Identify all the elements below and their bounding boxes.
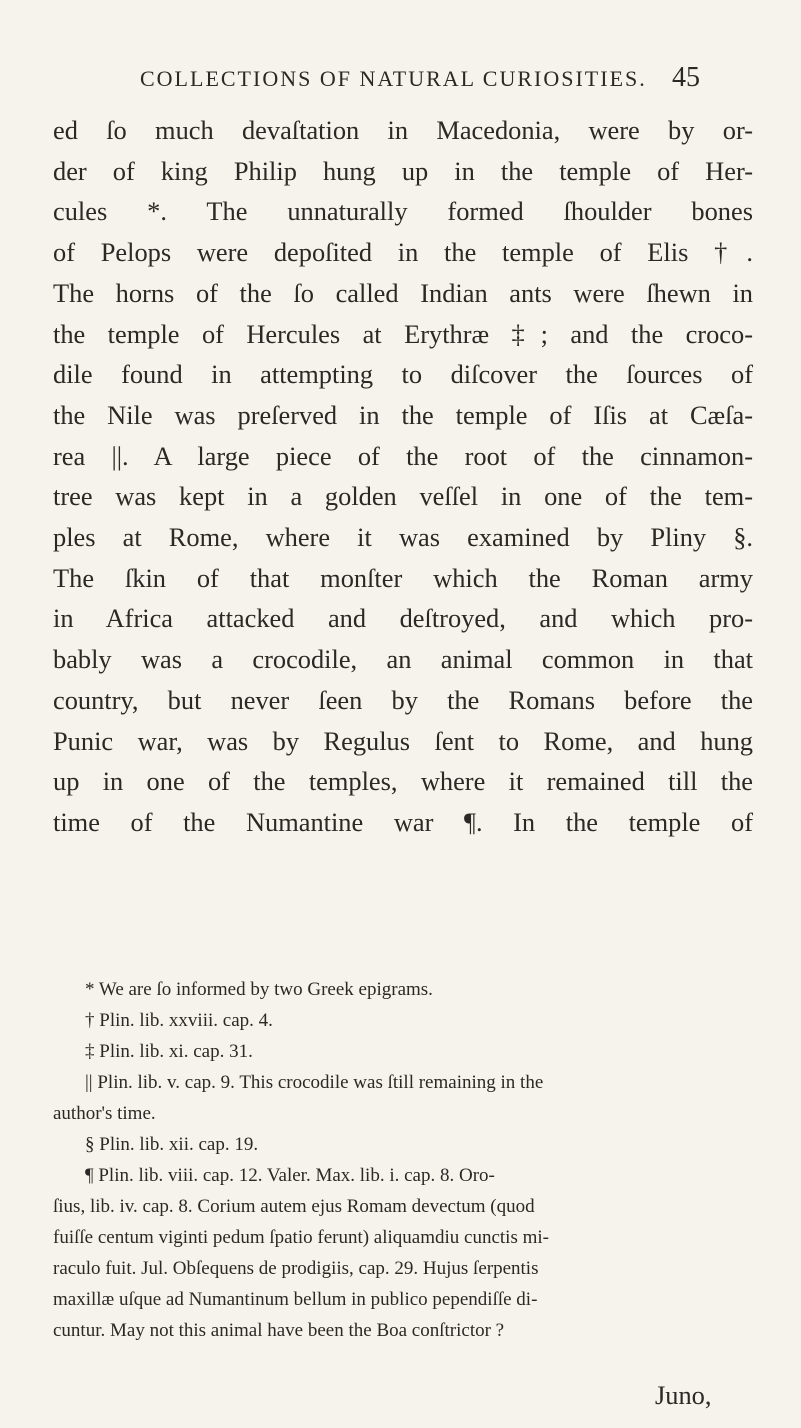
footnote: ‡ Plin. lib. xi. cap. 31. [85, 1041, 253, 1062]
body-line: dile found in attempting to diſcover the ſources of [53, 359, 753, 390]
body-line: time of the Numantine war ¶. In the temple of [53, 806, 753, 837]
footnote: * We are ſo informed by two Greek epigrams. [85, 979, 433, 1000]
body-line: bably was a crocodile, an animal common in that [53, 644, 753, 675]
footnote-continuation: ſius, lib. iv. cap. 8. Corium autem ejus Romam devectum (quod [53, 1196, 535, 1217]
body-line: the temple of Hercules at Erythræ ‡; and the croco- [53, 318, 753, 349]
body-text [53, 110, 753, 843]
footnote: || Plin. lib. v. cap. 9. This crocodile was ſtill remaining in the [85, 1072, 544, 1093]
footnote: § Plin. lib. xii. cap. 19. [85, 1134, 259, 1155]
footnote-continuation: maxillæ uſque ad Numantinum bellum in publico pependiſſe di- [53, 1289, 538, 1310]
running-title: COLLECTIONS OF NATURAL CURIOSITIES. [140, 66, 647, 91]
body-line: The ſkin of that monſter which the Roman army [53, 562, 753, 593]
catchword: Juno, [655, 1380, 712, 1410]
body-line: the Nile was preſerved in the temple of Iſis at Cæſa- [53, 399, 753, 430]
body-line: country, but never ſeen by the Romans before the [53, 684, 753, 715]
body-line: in Africa attacked and deſtroyed, and which pro- [53, 603, 753, 634]
footnote-continuation: author's time. [53, 1103, 156, 1124]
body-line: of Pelops were depoſited in the temple of Elis †. [53, 237, 753, 268]
body-line: Punic war, was by Regulus ſent to Rome, and hung [53, 725, 753, 756]
body-line: ed ſo much devaſtation in Macedonia, were by or- [53, 115, 753, 145]
body-line: The horns of the ſo called Indian ants were ſhewn in [53, 277, 753, 308]
page-number: 45 [672, 62, 700, 93]
footnote-continuation: fuiſſe centum viginti pedum ſpatio ferunt) aliquamdiu cunctis mi- [53, 1227, 549, 1248]
body-line: ples at Rome, where it was examined by Pliny §. [53, 522, 753, 553]
footnotes [53, 974, 753, 1346]
body-line: tree was kept in a golden veſſel in one of the tem- [53, 481, 753, 512]
footnote-continuation: raculo fuit. Jul. Obſequens de prodigiis, cap. 29. Hujus ſerpentis [53, 1258, 539, 1279]
body-line: cules *. The unnaturally formed ſhoulder bones [53, 196, 753, 227]
body-line: up in one of the temples, where it remained till the [53, 766, 753, 797]
body-line: der of king Philip hung up in the temple of Her- [53, 155, 753, 186]
footnote: ¶ Plin. lib. viii. cap. 12. Valer. Max. lib. i. cap. 8. Oro- [85, 1165, 495, 1186]
body-line: rea ||. A large piece of the root of the cinnamon- [53, 440, 753, 471]
footnote: † Plin. lib. xxviii. cap. 4. [85, 1010, 273, 1031]
running-head [140, 62, 700, 94]
footnote-continuation: cuntur. May not this animal have been the Boa conſtrictor ? [53, 1320, 505, 1341]
